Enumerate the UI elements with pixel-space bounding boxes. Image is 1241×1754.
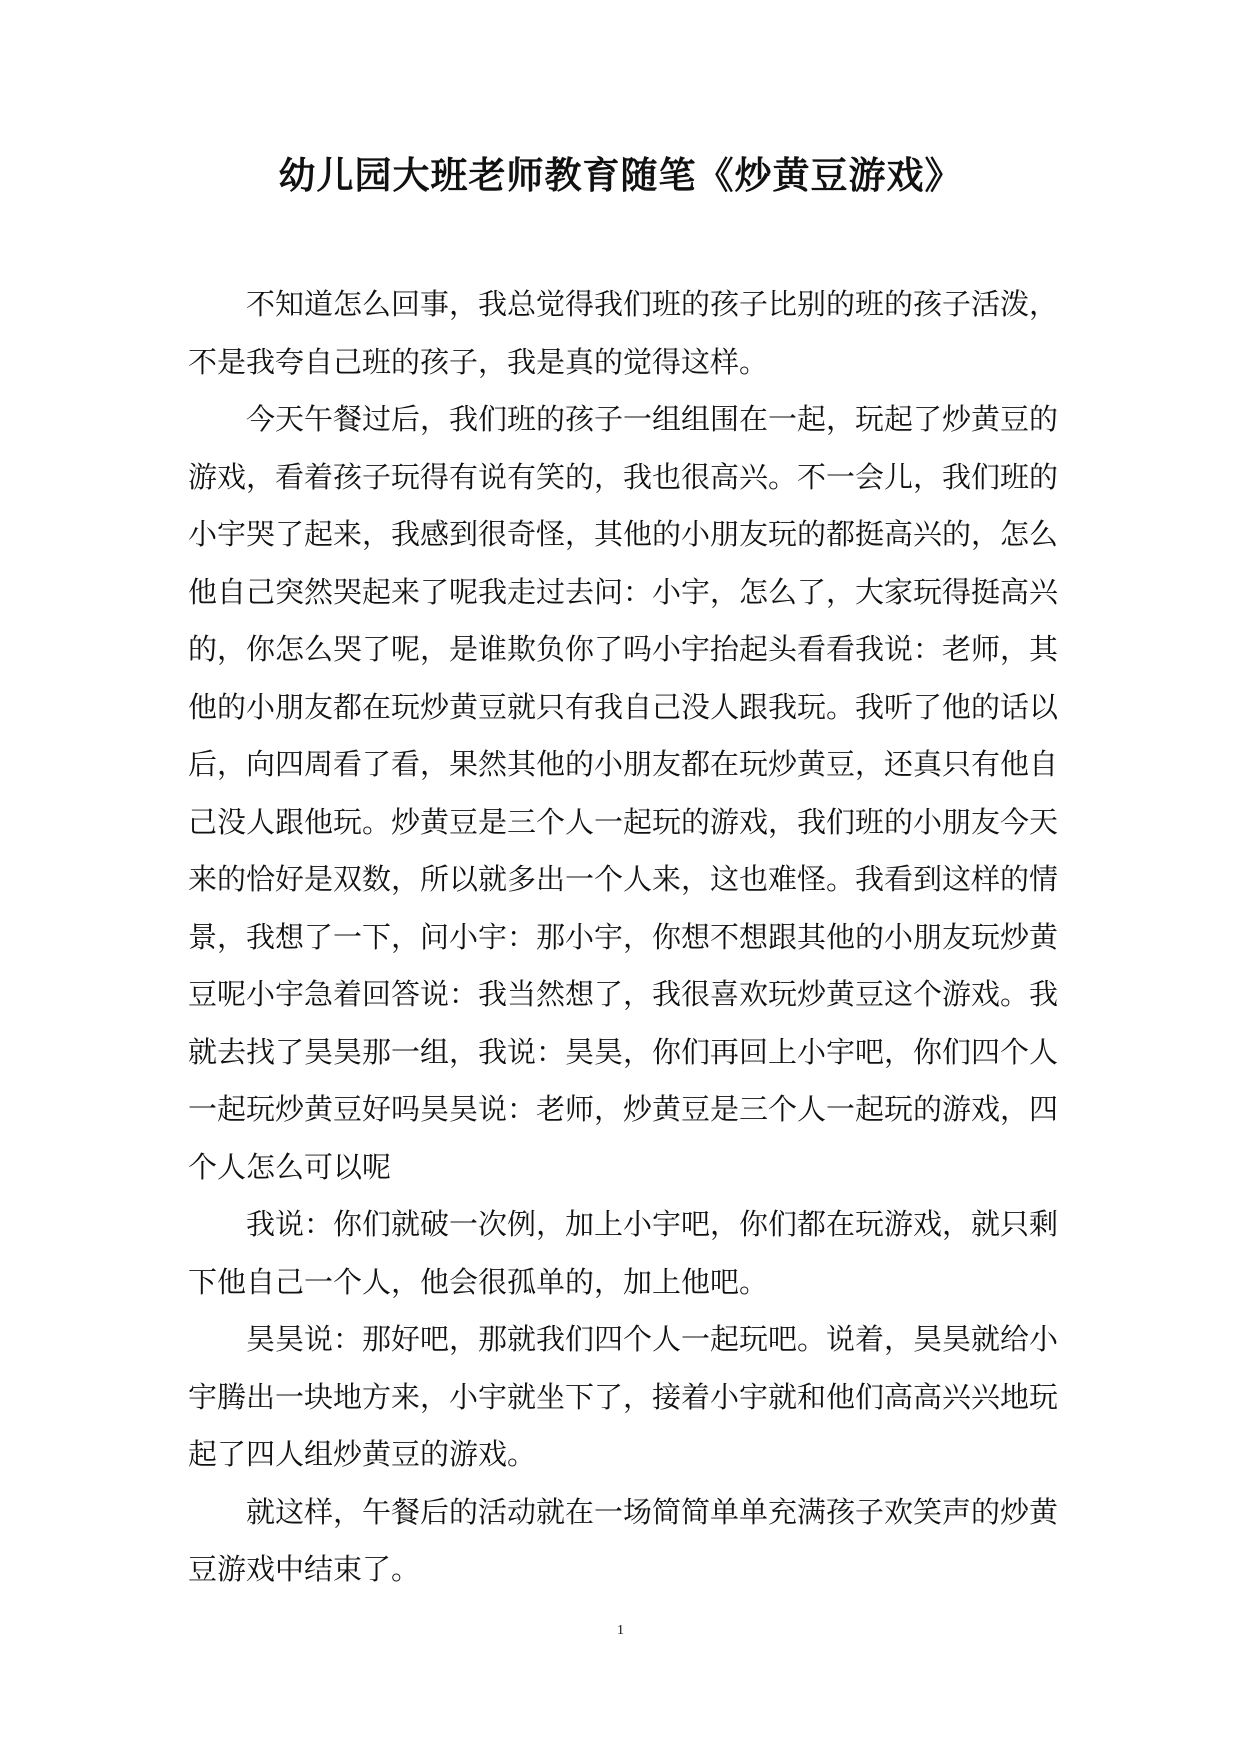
paragraph-5: 就这样，午餐后的活动就在一场简简单单充满孩子欢笑声的炒黄豆游戏中结束了。 [188, 1494, 1059, 1586]
page-number: 1 [617, 1623, 624, 1638]
paragraph-4: 昊昊说：那好吧，那就我们四个人一起玩吧。说着，昊昊就给小宇腾出一块地方来，小宇就坐下了，接着小宇就和他们高高兴兴地玩起了四人组炒黄豆的游戏。 [188, 1322, 1059, 1471]
document-title: 幼儿园大班老师教育随笔《炒黄豆游戏》 [278, 153, 963, 197]
paragraph-3: 我说：你们就破一次例，加上小宇吧，你们都在玩游戏，就只剩下他自己一个人，他会很孤单的，加上他吧。 [188, 1207, 1059, 1299]
paragraph-2: 今天午餐过后，我们班的孩子一组组围在一起，玩起了炒黄豆的游戏，看着孩子玩得有说有笑的，我也很高兴。不一会儿，我们班的小宇哭了起来，我感到很奇怪，其他的小朋友玩的都挺高兴的，怎么他自己突然哭起来了呢我走过去问：小宇，怎么了，大家玩得挺高兴的，你怎么哭了呢，是谁欺负你了吗小宇抬起头看看我说：老师，其他的小朋友都在玩炒黄豆就只有我自己没人跟我玩。我听了他的话以后，向四周看了看，果然其他的小朋友都在玩炒黄豆，还真只有他自己没人跟他玩。炒黄豆是三个人一起玩的游戏，我们班的小朋友今天来的恰好是双数，所以就多出一个人来，这也难怪。我看到这样的情景，我想了一下，问小宇：那小宇，你想不想跟其他的小朋友玩炒黄豆呢小宇急着回答说：我当然想了，我很喜欢玩炒黄豆这个游戏。我就去找了昊昊那一组，我说：昊昊，你们再回上小宇吧，你们四个人一起玩炒黄豆好吗昊昊说：老师，炒黄豆是三个人一起玩的游戏，四个人怎么可以呢 [188, 402, 1059, 1184]
document-body [188, 276, 1058, 1599]
paragraph-1: 不知道怎么回事，我总觉得我们班的孩子比别的班的孩子活泼，不是我夸自己班的孩子，我是真的觉得这样。 [188, 287, 1059, 379]
